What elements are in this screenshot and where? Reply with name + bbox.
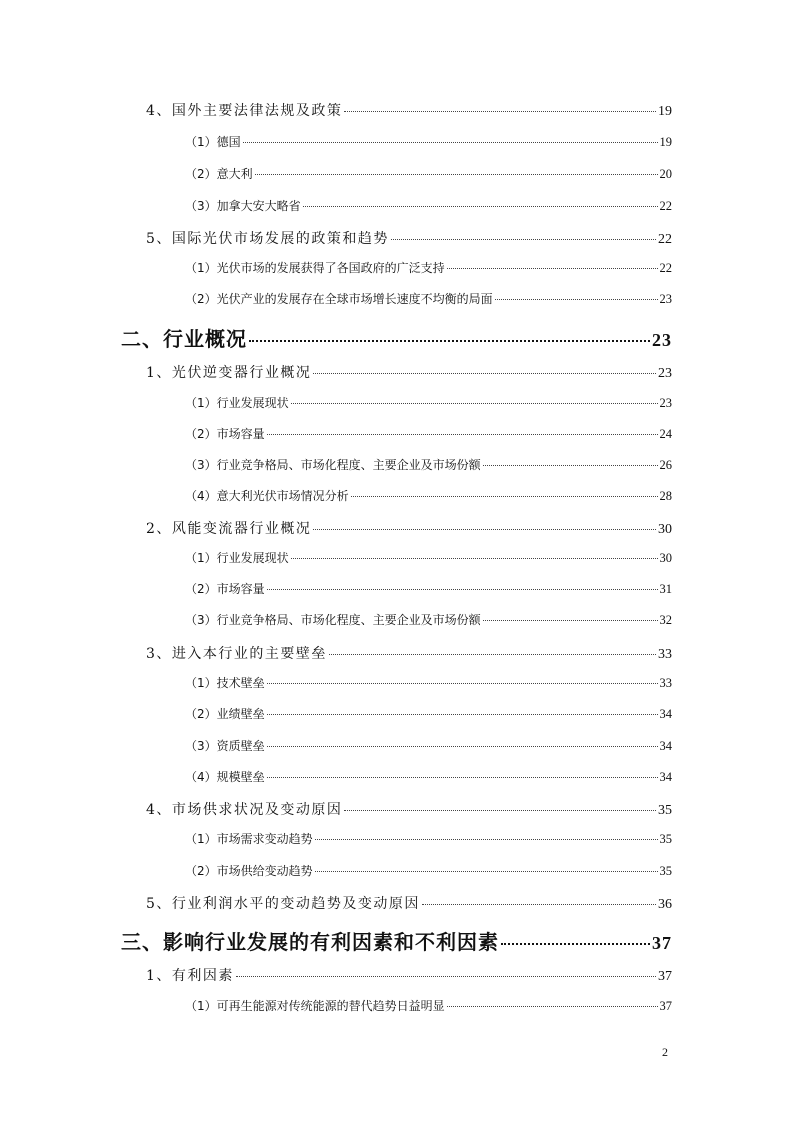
toc-entry-title: （2）市场容量	[185, 582, 265, 596]
toc-entry-title: 5、国际光伏市场发展的政策和趋势	[146, 231, 389, 247]
toc-subsection[interactable]	[185, 737, 672, 754]
toc-entry-page: 33	[658, 647, 672, 662]
toc-entry-page: 36	[658, 897, 672, 912]
toc-entry-title: （3）行业竞争格局、市场化程度、主要企业及市场份额	[185, 613, 481, 627]
toc-subsection[interactable]	[185, 487, 672, 504]
dot-leader	[344, 111, 656, 112]
dot-leader	[351, 496, 658, 497]
toc-subsection[interactable]	[185, 997, 672, 1014]
toc-section[interactable]	[146, 965, 672, 985]
toc-section[interactable]	[146, 518, 672, 538]
toc-entry-page: 22	[659, 199, 672, 213]
toc-entry-title: （2）光伏产业的发展存在全球市场增长速度不均衡的局面	[185, 292, 493, 306]
toc-entry-title: （1）技术壁垒	[185, 676, 265, 690]
toc-entry-title: （2）市场供给变动趋势	[185, 864, 313, 878]
toc-entry-title: 二、行业概况	[121, 327, 247, 351]
dot-leader	[267, 714, 658, 715]
toc-entry-page: 26	[659, 458, 672, 472]
dot-leader	[344, 810, 656, 811]
toc-entry-title: 三、影响行业发展的有利因素和不利因素	[121, 930, 499, 954]
toc-subsection[interactable]	[185, 674, 672, 691]
toc-entry-title: （1）市场需求变动趋势	[185, 832, 313, 846]
dot-leader	[422, 904, 656, 905]
toc-subsection[interactable]	[185, 611, 672, 628]
toc-entry-title: （1）行业发展现状	[185, 396, 289, 410]
toc-entry-title: （1）光伏市场的发展获得了各国政府的广泛支持	[185, 261, 445, 275]
dot-leader	[447, 268, 658, 269]
toc-entry-page: 31	[659, 582, 672, 596]
toc-entry-page: 22	[659, 261, 672, 275]
toc-entry-page: 23	[659, 396, 672, 410]
toc-entry-page: 30	[659, 551, 672, 565]
toc-entry-page: 28	[659, 489, 672, 503]
toc-entry-title: （2）业绩壁垒	[185, 707, 265, 721]
toc-entry-title: 2、风能变流器行业概况	[146, 521, 312, 537]
toc-section[interactable]	[146, 228, 672, 248]
toc-entry-page: 35	[659, 864, 672, 878]
dot-leader	[483, 620, 658, 621]
dot-leader	[255, 174, 658, 175]
toc-entry-title: （4）意大利光伏市场情况分析	[185, 489, 349, 503]
toc-entry-title: （2）市场容量	[185, 427, 265, 441]
toc-entry-title: 1、光伏逆变器行业概况	[146, 365, 312, 381]
dot-leader	[267, 589, 658, 590]
toc-entry-page: 20	[659, 167, 672, 181]
toc-subsection[interactable]	[185, 830, 672, 847]
toc-entry-page: 33	[659, 676, 672, 690]
dot-leader	[303, 206, 658, 207]
dot-leader	[313, 529, 656, 530]
toc-entry-title: 1、有利因素	[146, 968, 234, 984]
toc-subsection[interactable]	[185, 549, 672, 566]
toc-entry-page: 34	[659, 707, 672, 721]
dot-leader	[267, 683, 658, 684]
toc-entry-page: 22	[658, 232, 672, 247]
toc-entry-page: 34	[659, 770, 672, 784]
toc-entry-page: 37	[659, 999, 672, 1013]
toc-entry-page: 37	[658, 969, 672, 984]
toc-subsection[interactable]	[185, 862, 672, 879]
toc-subsection[interactable]	[185, 259, 672, 276]
toc-subsection[interactable]	[185, 165, 672, 182]
toc-entry-page: 23	[658, 366, 672, 381]
toc-entry-page: 24	[659, 427, 672, 441]
toc-subsection[interactable]	[185, 456, 672, 473]
toc-entry-title: （1）德国	[185, 135, 241, 149]
toc-entry-page: 34	[659, 739, 672, 753]
toc-subsection[interactable]	[185, 425, 672, 442]
toc-section[interactable]	[146, 100, 672, 120]
toc-subsection[interactable]	[185, 290, 672, 307]
dot-leader	[236, 976, 656, 977]
toc-entry-title: （3）加拿大安大略省	[185, 199, 301, 213]
toc-entry-page: 32	[659, 613, 672, 627]
toc-entry-title: （2）意大利	[185, 167, 253, 181]
toc-entry-page: 19	[658, 104, 672, 119]
dot-leader	[243, 142, 658, 143]
toc-entry-page: 19	[659, 135, 672, 149]
toc-entry-title: 4、国外主要法律法规及政策	[146, 103, 343, 119]
toc-subsection[interactable]	[185, 580, 672, 597]
toc-section[interactable]	[146, 643, 672, 663]
toc-entry-page: 37	[652, 933, 672, 953]
toc-subsection[interactable]	[185, 768, 672, 785]
dot-leader	[483, 465, 658, 466]
dot-leader	[291, 403, 658, 404]
toc-entry-title: （3）资质壁垒	[185, 739, 265, 753]
toc-entry-title: 3、进入本行业的主要壁垒	[146, 646, 327, 662]
dot-leader	[267, 434, 658, 435]
toc-entry-page: 23	[659, 292, 672, 306]
toc-entry-page: 35	[659, 832, 672, 846]
toc-subsection[interactable]	[185, 705, 672, 722]
toc-subsection[interactable]	[185, 197, 672, 214]
dot-leader	[291, 558, 658, 559]
dot-leader	[313, 373, 656, 374]
dot-leader	[315, 839, 658, 840]
page-number: 2	[662, 1045, 668, 1059]
dot-leader	[315, 871, 658, 872]
dot-leader	[501, 943, 650, 945]
toc-section[interactable]	[146, 799, 672, 819]
dot-leader	[495, 299, 658, 300]
dot-leader	[249, 340, 650, 342]
toc-subsection[interactable]	[185, 394, 672, 411]
toc-entry-page: 23	[652, 330, 672, 350]
toc-chapter[interactable]	[121, 323, 672, 352]
toc-entry-page: 30	[658, 522, 672, 537]
dot-leader	[447, 1006, 658, 1007]
toc-section[interactable]	[146, 362, 672, 382]
toc-chapter[interactable]	[121, 926, 672, 955]
toc-entry-title: （1）可再生能源对传统能源的替代趋势日益明显	[185, 999, 445, 1013]
dot-leader	[267, 777, 658, 778]
toc-subsection[interactable]	[185, 133, 672, 150]
toc-entry-title: 4、市场供求状况及变动原因	[146, 802, 343, 818]
dot-leader	[391, 239, 656, 240]
dot-leader	[329, 654, 656, 655]
toc-entry-title: （4）规模壁垒	[185, 770, 265, 784]
dot-leader	[267, 746, 658, 747]
toc-entry-title: 5、行业利润水平的变动趋势及变动原因	[146, 896, 420, 912]
toc-entry-title: （1）行业发展现状	[185, 551, 289, 565]
toc-entry-page: 35	[658, 803, 672, 818]
toc-section[interactable]	[146, 893, 672, 913]
toc-entry-title: （3）行业竞争格局、市场化程度、主要企业及市场份额	[185, 458, 481, 472]
